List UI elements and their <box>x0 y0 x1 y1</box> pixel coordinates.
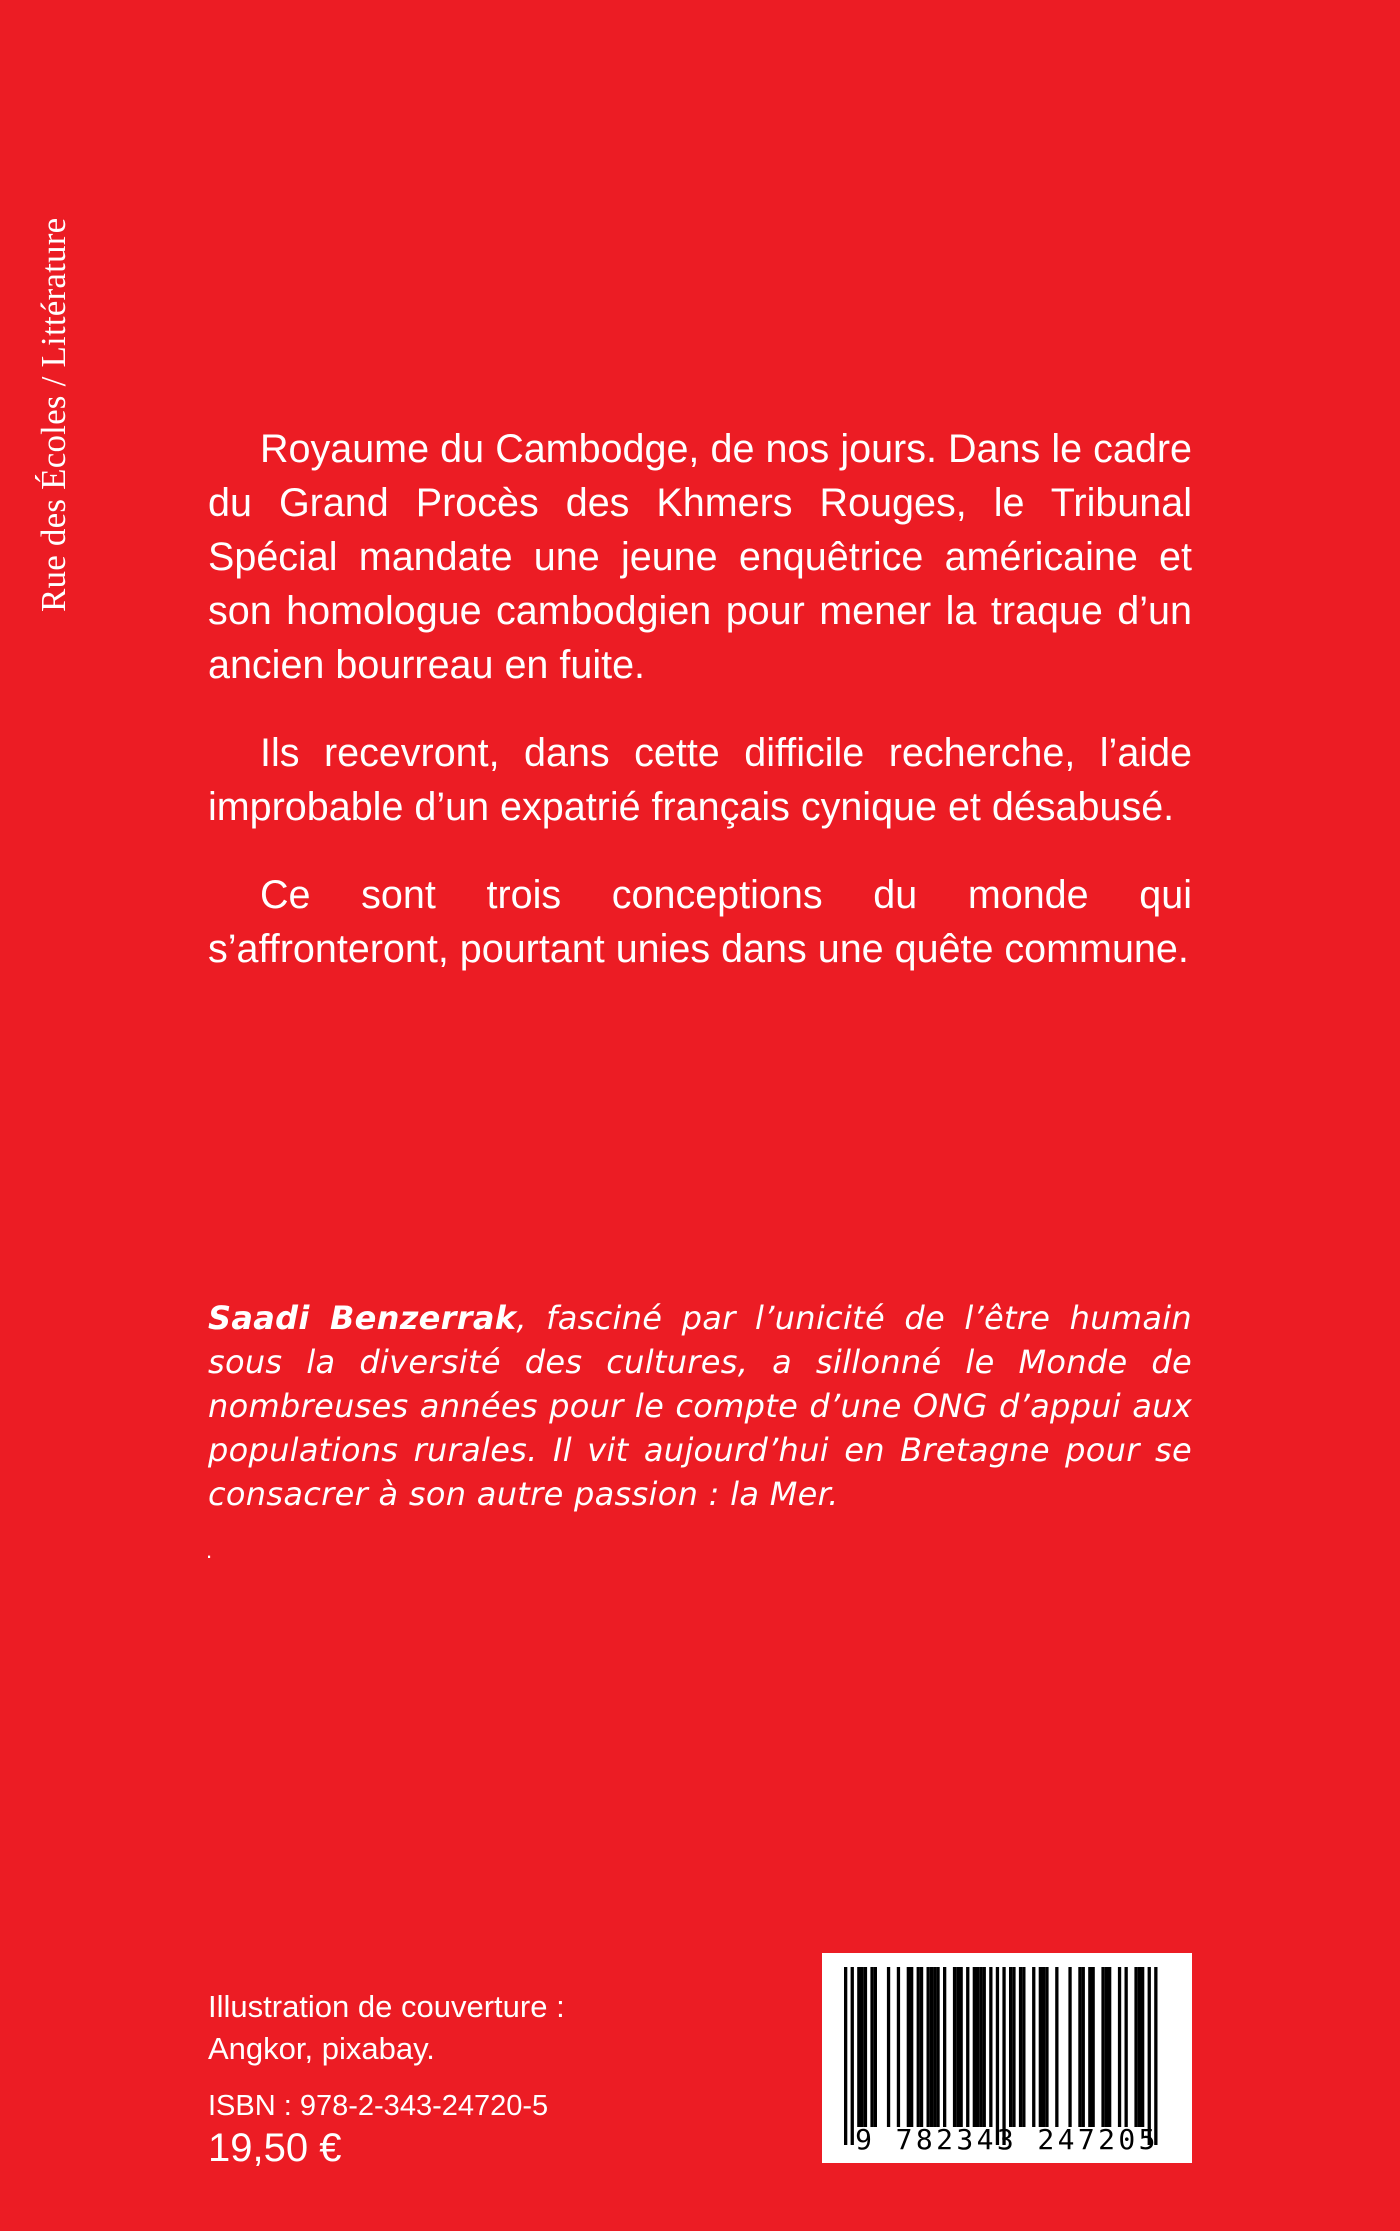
barcode-bar <box>1082 1967 1085 2127</box>
barcode-bar <box>1092 1967 1095 2127</box>
barcode-bar <box>1022 1967 1025 2127</box>
author-name: Saadi Benzerrak <box>208 1299 517 1337</box>
cover-credit-line-2: Angkor, pixabay. <box>208 2031 435 2066</box>
synopsis-paragraph-1: Royaume du Cambodge, de nos jours. Dans le cadre du Grand Procès des Khmers Rouges, le Tribunal Spécial mandate une jeune enquêtrice américaine et son homologue cambodgien pour mener la traque d’un ancien bourreau en fuite. <box>208 427 1192 687</box>
barcode-bar <box>1019 1967 1022 2127</box>
barcode-bar <box>1141 1967 1144 2127</box>
barcode-bar <box>857 1967 860 2127</box>
barcode-bar <box>1012 1967 1015 2127</box>
barcode-bar <box>1148 1967 1151 2145</box>
synopsis-paragraph-2: Ils recevront, dans cette difficile recherche, l’aide improbable d’un expatrié français cynique et désabusé. <box>208 731 1192 829</box>
spine-series-label: Rue des Écoles / Littérature <box>34 217 73 612</box>
barcode-bar <box>943 1967 946 2127</box>
barcode-bar <box>1118 1967 1121 2127</box>
barcode-bar <box>989 1967 992 2127</box>
barcode-graphic <box>822 1953 1192 2163</box>
barcode-bar <box>1039 1967 1042 2127</box>
barcode-bar <box>874 1967 877 2127</box>
barcode-bar <box>1068 1967 1071 2127</box>
barcode-bar <box>844 1967 847 2145</box>
barcode-bar <box>920 1967 923 2127</box>
isbn: ISBN : 978-2-343-24720-5 <box>208 2090 549 2122</box>
barcode-bar <box>1138 1967 1141 2127</box>
barcode-bar <box>927 1967 930 2127</box>
barcode-digits: 9 782343 247205 <box>855 2123 1159 2156</box>
barcode-bar <box>1042 1967 1045 2127</box>
barcode-bar <box>1032 1967 1035 2127</box>
barcode-bar <box>1154 1967 1157 2145</box>
barcode-bar <box>953 1967 956 2127</box>
synopsis <box>208 422 1192 1010</box>
barcode-bar <box>996 1967 999 2145</box>
barcode-bar <box>851 1967 854 2145</box>
barcode-bars <box>844 1967 1158 2145</box>
barcode-bar <box>979 1967 982 2127</box>
barcode-bar <box>917 1967 920 2127</box>
price: 19,50 € <box>208 2126 342 2170</box>
author-bio <box>208 1296 1192 1516</box>
barcode-bar <box>956 1967 959 2127</box>
cover-credit-line-1: Illustration de couverture : <box>208 1989 565 2024</box>
barcode-bar <box>1105 1967 1108 2127</box>
barcode <box>822 1953 1192 2163</box>
barcode-bar <box>1055 1967 1058 2127</box>
barcode-bar <box>960 1967 963 2127</box>
barcode-bar <box>887 1967 890 2127</box>
barcode-bar <box>966 1967 969 2127</box>
barcode-bar <box>933 1967 936 2127</box>
barcode-bar <box>1002 1967 1005 2145</box>
barcode-bar <box>1125 1967 1128 2127</box>
barcode-bar <box>983 1967 986 2127</box>
barcode-bar <box>864 1967 867 2127</box>
stray-dot: . <box>206 1538 213 1563</box>
barcode-bar <box>1101 1967 1104 2127</box>
barcode-bar <box>973 1967 976 2127</box>
barcode-bar <box>1078 1967 1081 2127</box>
author-bio-text: , fasciné par l’unicité de l’être humain sous la diversité des cultures, a sillonné le Monde de nombreuses années pour le compte d’une ONG d’appui aux populations rurales. Il vit aujourd’hui en Bretagne pour se consacrer à son autre passion : la Mer. <box>208 1299 1193 1513</box>
barcode-bar <box>976 1967 979 2127</box>
barcode-bar <box>897 1967 900 2127</box>
barcode-bar <box>1009 1967 1012 2127</box>
barcode-bar <box>936 1967 939 2127</box>
cover-credit <box>208 1986 565 2070</box>
barcode-bar <box>1134 1967 1137 2127</box>
barcode-bar <box>930 1967 933 2127</box>
barcode-bar <box>1045 1967 1048 2127</box>
barcode-bar <box>1108 1967 1111 2127</box>
barcode-bar <box>910 1967 913 2127</box>
barcode-bar <box>870 1967 873 2127</box>
barcode-bar <box>907 1967 910 2127</box>
barcode-bar <box>1088 1967 1091 2127</box>
synopsis-paragraph-3: Ce sont trois conceptions du monde qui s’affronteront, pourtant unies dans une quête commune. <box>208 873 1192 971</box>
barcode-bar <box>861 1967 864 2127</box>
